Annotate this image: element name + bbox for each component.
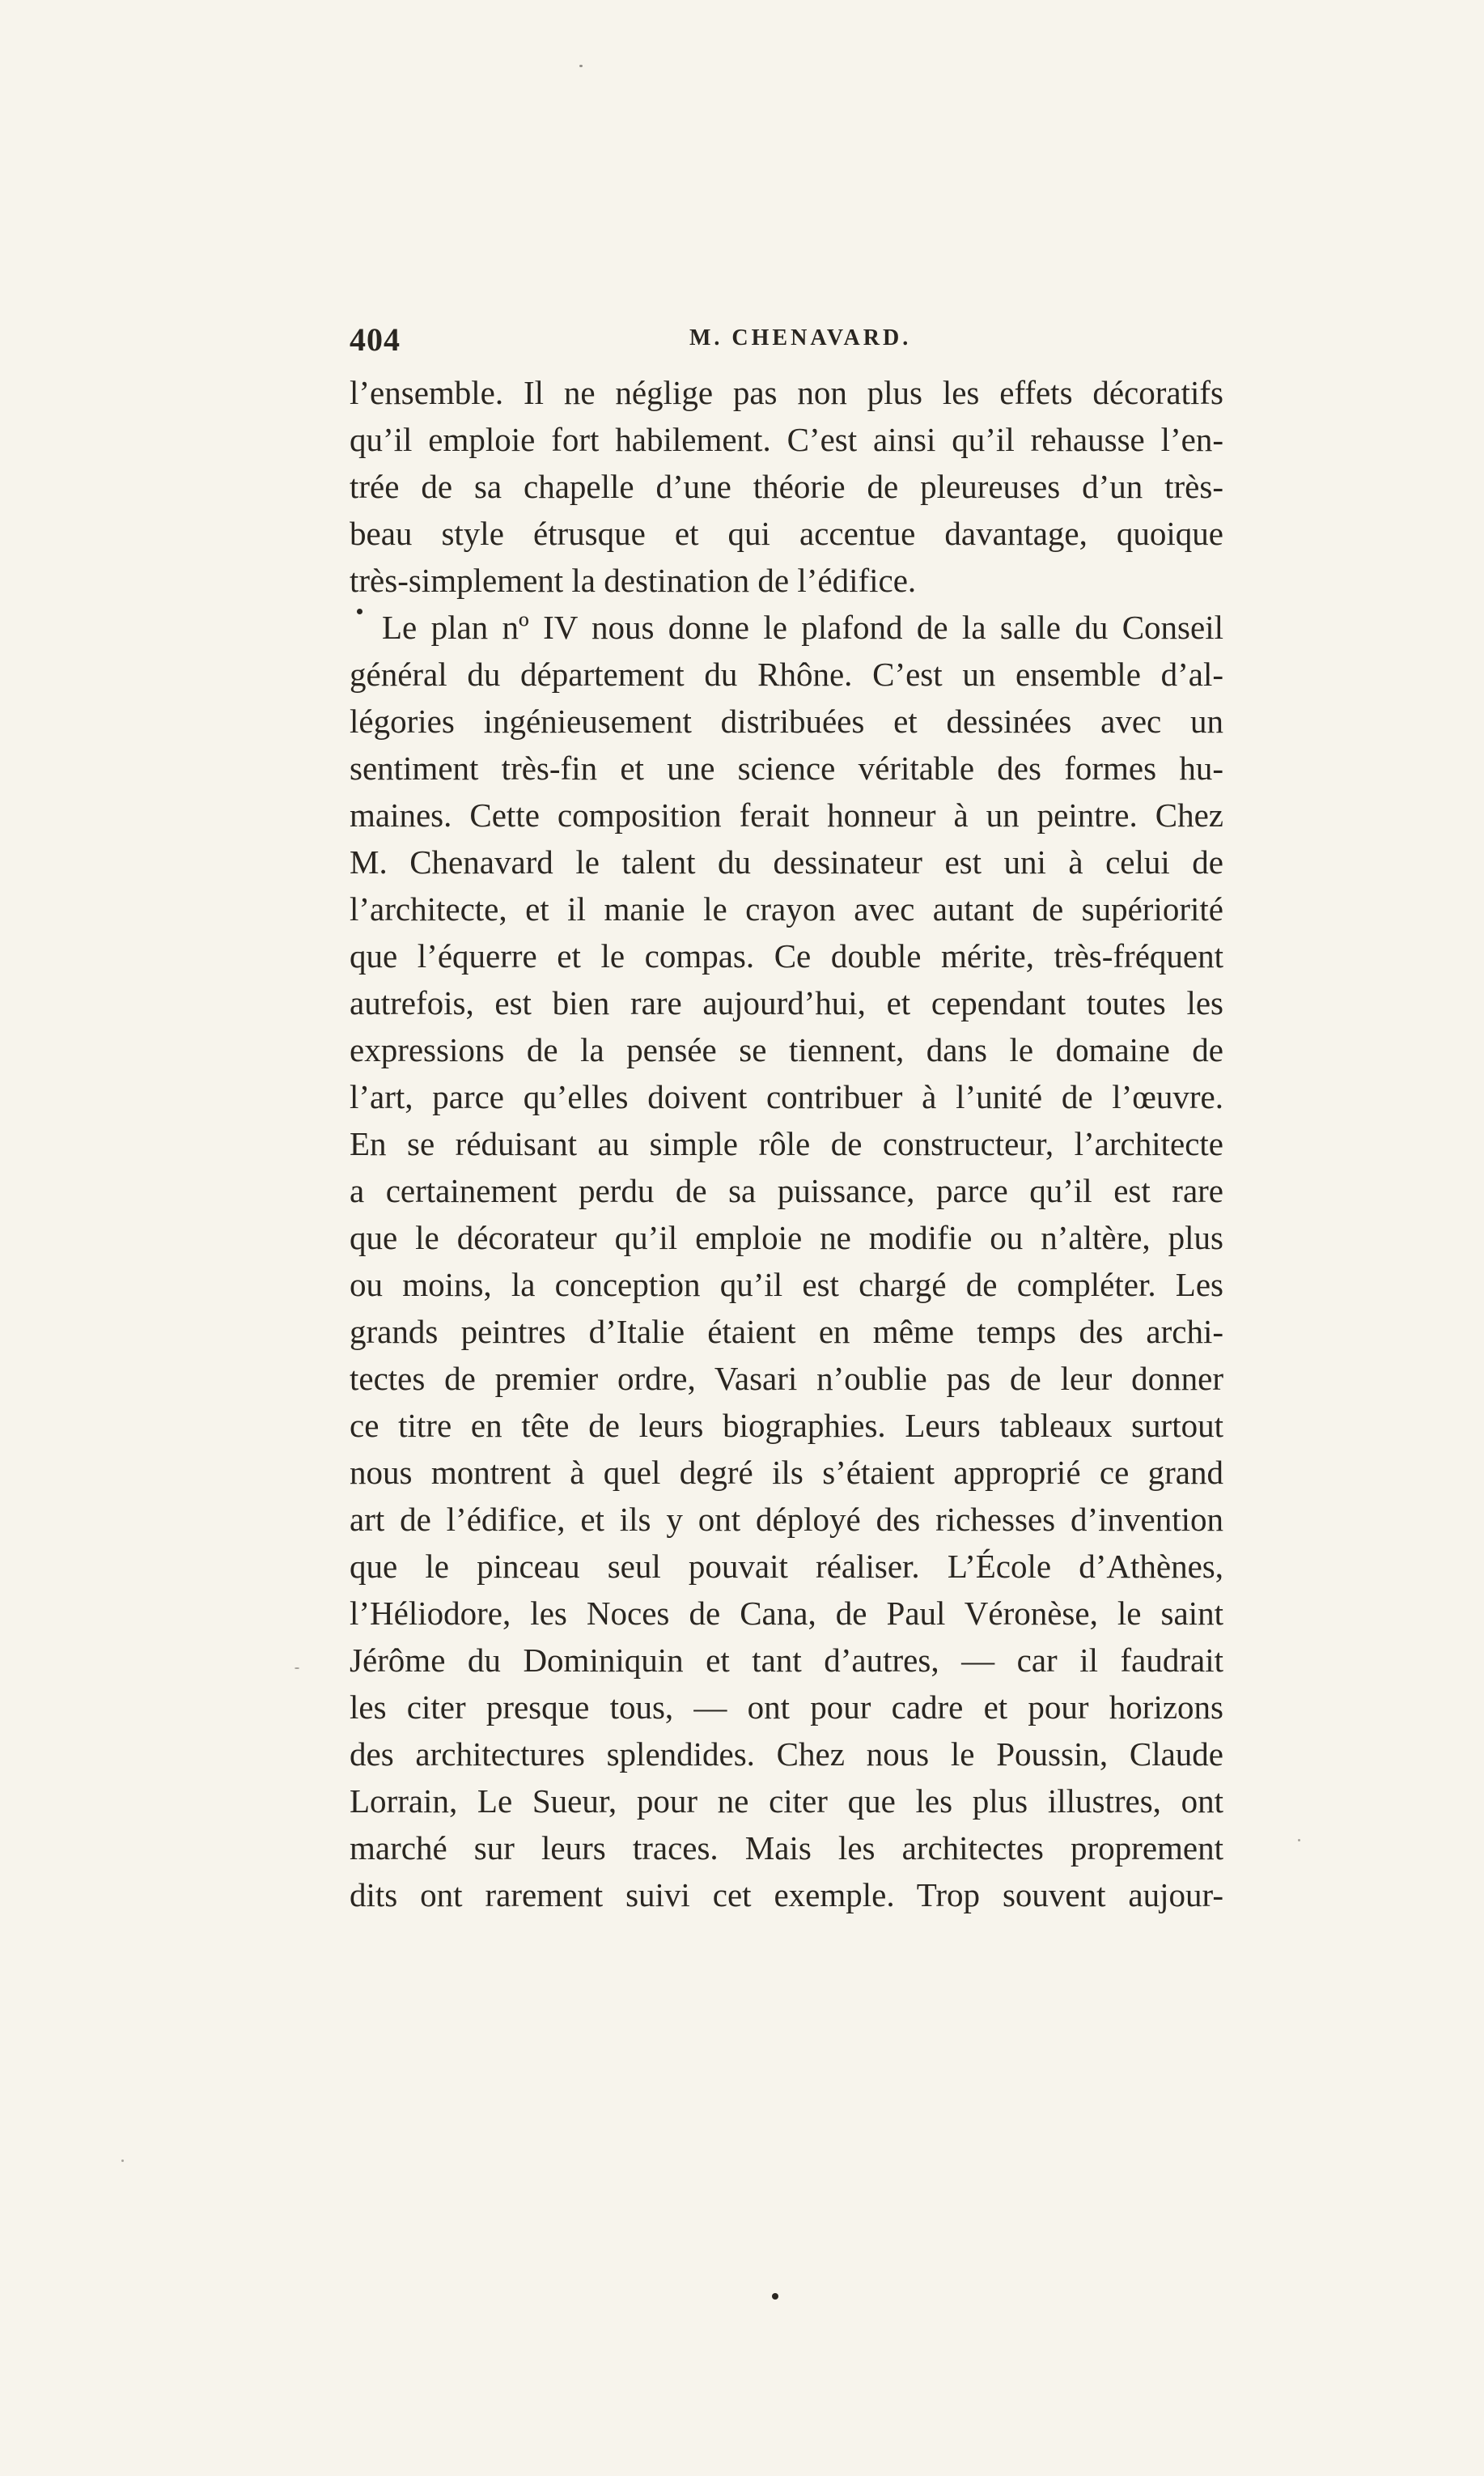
text-line: les citer presque tous, — ont pour cadre et pour horizons bbox=[350, 1688, 1223, 1726]
ink-speck bbox=[357, 609, 363, 614]
text-line: tectes de premier ordre, Vasari n’oublie pas de leur donner bbox=[350, 1360, 1223, 1397]
text-line: qu’il emploie fort habilement. C’est ainsi qu’il rehausse l’en- bbox=[350, 421, 1223, 458]
text-line: ou moins, la conception qu’il est chargé de compléter. Les bbox=[350, 1266, 1223, 1303]
text-line: ce titre en tête de leurs biographies. Leurs tableaux surtout bbox=[350, 1407, 1223, 1444]
page-number: 404 bbox=[350, 321, 401, 358]
text-line: l’art, parce qu’elles doivent contribuer à l’unité de l’œuvre. bbox=[350, 1078, 1223, 1115]
text-line: art de l’édifice, et ils y ont déployé des richesses d’invention bbox=[350, 1501, 1223, 1538]
ink-speck bbox=[295, 1667, 299, 1669]
text-line: l’architecte, et il manie le crayon avec autant de supériorité bbox=[350, 890, 1223, 928]
ink-speck bbox=[1298, 1839, 1300, 1841]
text-line: l’Héliodore, les Noces de Cana, de Paul Véronèse, le saint bbox=[350, 1595, 1223, 1632]
text-line: M. Chenavard le talent du dessinateur est uni à celui de bbox=[350, 843, 1223, 881]
text-line: beau style étrusque et qui accentue davantage, quoique bbox=[350, 515, 1223, 552]
text-line: autrefois, est bien rare aujourd’hui, et cependant toutes les bbox=[350, 984, 1223, 1021]
text-line: expressions de la pensée se tiennent, dans le domaine de bbox=[350, 1031, 1223, 1068]
text-line: l’ensemble. Il ne néglige pas non plus les effets décoratifs bbox=[350, 374, 1223, 411]
running-title: M. CHENAVARD. bbox=[689, 325, 912, 350]
text-line: marché sur leurs traces. Mais les architectes proprement bbox=[350, 1829, 1223, 1867]
text-line: que l’équerre et le compas. Ce double mérite, très-fréquent bbox=[350, 937, 1223, 975]
text-line: grands peintres d’Italie étaient en même temps des archi- bbox=[350, 1313, 1223, 1350]
text-line: général du département du Rhône. C’est un ensemble d’al- bbox=[350, 656, 1223, 693]
text-line: Lorrain, Le Sueur, pour ne citer que les plus illustres, ont bbox=[350, 1782, 1223, 1820]
page-header bbox=[350, 321, 1223, 361]
text-line: nous montrent à quel degré ils s’étaient approprié ce grand bbox=[350, 1454, 1223, 1491]
text-line: a certainement perdu de sa puissance, parce qu’il est rare bbox=[350, 1172, 1223, 1209]
text-line: sentiment très-fin et une science véritable des formes hu- bbox=[350, 750, 1223, 787]
text-line: dits ont rarement suivi cet exemple. Trop souvent aujour- bbox=[350, 1876, 1223, 1913]
text-line: trée de sa chapelle d’une théorie de pleureuses d’un très- bbox=[350, 468, 1223, 505]
text-line: maines. Cette composition ferait honneur à un peintre. Chez bbox=[350, 796, 1223, 834]
body-text bbox=[350, 369, 1223, 1918]
text-line: que le pinceau seul pouvait réaliser. L’École d’Athènes, bbox=[350, 1548, 1223, 1585]
text-line: légories ingénieusement distribuées et dessinées avec un bbox=[350, 703, 1223, 740]
text-line: très-simplement la destination de l’édifice. bbox=[350, 562, 917, 599]
text-line: En se réduisant au simple rôle de constructeur, l’architecte bbox=[350, 1125, 1223, 1162]
text-line: des architectures splendides. Chez nous le Poussin, Claude bbox=[350, 1735, 1223, 1773]
ink-speck bbox=[772, 2293, 778, 2300]
ink-speck bbox=[579, 65, 583, 67]
text-line: que le décorateur qu’il emploie ne modifie ou n’altère, plus bbox=[350, 1219, 1223, 1256]
paragraph-start-line: Le plan nº IV nous donne le plafond de la salle du Conseil bbox=[382, 609, 1223, 646]
text-line: Jérôme du Dominiquin et tant d’autres, — car il faudrait bbox=[350, 1641, 1223, 1679]
ink-speck bbox=[121, 2160, 124, 2162]
